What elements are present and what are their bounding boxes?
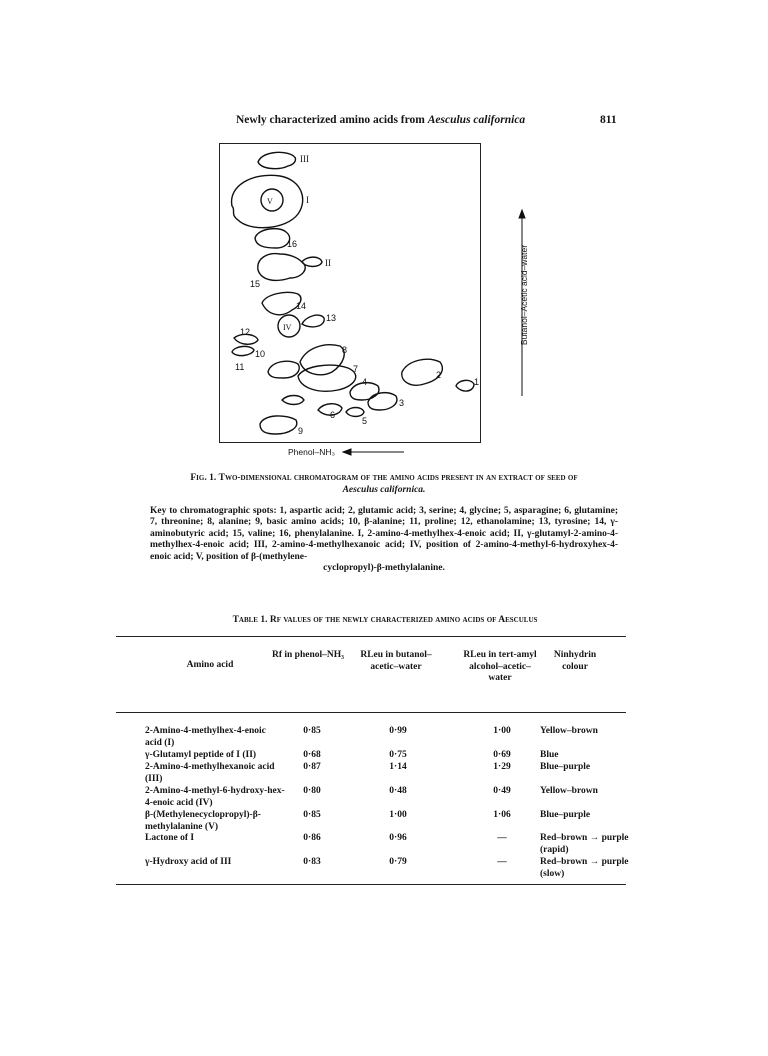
table-cell-colour: Blue (540, 750, 559, 760)
figure-key (150, 506, 618, 574)
spot-9 (260, 416, 297, 434)
table-cell-name: β-(Methylenecyclopropyl)-β-methylalanine (V) (145, 810, 261, 832)
table-cell-rbut: 0·99 (389, 726, 407, 736)
spot-label: 3 (399, 398, 405, 408)
spot-label: 8 (342, 345, 348, 355)
header-rf-phenol: Rf in phenol–NH₃ (271, 650, 344, 660)
table-cell-rtert: 0·69 (493, 750, 511, 760)
spot-label: 11 (235, 362, 245, 372)
table-header-rule (116, 712, 626, 713)
figure-species: Aesculus californica. (342, 485, 426, 495)
spot-III (258, 152, 295, 168)
spot-label: 4 (362, 377, 368, 387)
table-cell-rf: 0·87 (303, 762, 321, 772)
table-cell-rtert: 1·29 (493, 762, 511, 772)
table-cell-rtert: 1·06 (493, 810, 511, 820)
figure-key-last-line: cyclopropyl)-β-methylalanine. (323, 563, 445, 574)
table-cell-rtert: — (497, 857, 507, 867)
table-cell-rf: 0·68 (303, 750, 321, 760)
spot-label: V (267, 197, 273, 206)
table-cell-name: 2-Amino-4-methyl-6-hydroxy-hex-4-enoic acid (IV) (145, 786, 285, 808)
spot-16 (255, 229, 290, 248)
header-rleu-tert: RLeu in tert-amyl alcohol–acetic–water (463, 650, 537, 683)
spot-label: II (325, 258, 331, 268)
spot-label: 5 (362, 416, 368, 426)
table-cell-rf: 0·85 (303, 810, 321, 820)
spot-label: IV (283, 323, 292, 332)
table-cell-rtert: — (497, 833, 507, 843)
table-cell-rbut: 1·14 (389, 762, 407, 772)
right-axis (516, 198, 530, 398)
table-cell-name: γ-Hydroxy acid of III (145, 857, 232, 867)
table-cell-rbut: 1·00 (389, 810, 407, 820)
table-cell-colour: Blue–purple (540, 810, 591, 820)
spot-label: 9 (298, 426, 304, 436)
spot-label: 1 (474, 377, 480, 387)
spot-label: 2 (436, 370, 442, 380)
spot-3 (368, 393, 397, 410)
table-bottom-rule (116, 884, 626, 885)
figure-label: Fig. 1. (190, 473, 217, 483)
table-cell-rf: 0·80 (303, 786, 321, 796)
header-amino-acid: Amino acid (186, 660, 234, 670)
table-cell-rf: 0·86 (303, 833, 321, 843)
spot-label: I (306, 195, 309, 205)
table-cell-colour: Blue–purple (540, 762, 591, 772)
table-cell-rtert: 1·00 (493, 726, 511, 736)
spot-15 (258, 254, 305, 281)
table-cell-rbut: 0·48 (389, 786, 407, 796)
horizontal-axis-arrowhead (343, 449, 351, 455)
table-cell-name: Lactone of I (145, 833, 195, 843)
spot-10 (268, 361, 299, 378)
table-cell-rbut: 0·79 (389, 857, 407, 867)
page-number: 811 (600, 114, 617, 126)
spot-1 (456, 380, 474, 391)
table-cell-name: 2-Amino-4-methylhex-4-enoic acid (I) (145, 726, 266, 748)
spot-label: 10 (255, 349, 266, 359)
table-cell-colour: Red–brown → purple (slow) (540, 857, 629, 879)
spot-11 (232, 346, 254, 355)
spot-II (302, 257, 322, 266)
table-cell-colour: Yellow–brown (540, 726, 598, 736)
spot-label: 16 (287, 239, 298, 249)
table-cell-rbut: 0·96 (389, 833, 407, 843)
table-top-rule (116, 636, 626, 637)
table-cell-rf: 0·85 (303, 726, 321, 736)
spot-label: 7 (353, 364, 359, 374)
spot-label: 14 (296, 301, 307, 311)
spot-13 (302, 315, 324, 327)
spot-label: 13 (326, 313, 337, 323)
header-rleu-butanol: RLeu in butanol–acetic–water (360, 650, 432, 672)
table-cell-colour: Yellow–brown (540, 786, 598, 796)
right-axis-label: Butanol–Acetic acid–water (519, 244, 529, 346)
table-cell-colour: Red–brown → purple (rapid) (540, 833, 629, 855)
spot-label: 15 (250, 279, 261, 289)
table-cell-name: 2-Amino-4-methylhexanoic acid (III) (145, 762, 275, 784)
table-cell-rtert: 0·49 (493, 786, 511, 796)
table-cell-rf: 0·83 (303, 857, 321, 867)
spot-label: III (300, 154, 309, 164)
spot-8 (300, 345, 344, 375)
figure-key-body: Key to chromatographic spots: 1, aspartic acid; 2, glutamic acid; 3, serine; 4, glycine; 5, asparagine; 6, glutamine; 7, threonine; 8, alanine; 9, basic amino acids; 10, β-alanine; 11, proline; 12, ethanolamine; 13, tyrosine; 14, γ-aminobutyric acid; 15, valine; 16, phenylalanine. I, 2-amino-4-methylhex-4-enoic acid; II, γ-glutamyl-2-amino-4-methylhex-4-enoic acid; III, 2-amino-4-methylhexanoic acid; IV, position of 2-amino-4-methyl-6-hydroxyhex-4-enoic acid; V, position of β-(methylene- (150, 506, 618, 562)
figure-caption (150, 472, 618, 496)
spot-label: 12 (240, 327, 251, 337)
spot-7 (298, 364, 359, 391)
spot-unlabelled (282, 396, 304, 405)
running-head-species: Aesculus californica (427, 114, 526, 126)
header-ninhydrin: Ninhydrin colour (553, 650, 597, 672)
chromatogram-figure (0, 0, 768, 470)
running-head-text: Newly characterized amino acids from (236, 114, 428, 126)
table-title: Table 1. Rf values of the newly characterized amino acids of Aesculus (232, 615, 538, 625)
figure-title: Two-dimensional chromatogram of the amino acids present in an extract of seed of (218, 473, 578, 483)
spot-label: 6 (330, 410, 336, 420)
table-cell-name: γ-Glutamyl peptide of I (II) (145, 750, 257, 760)
table-cell-rbut: 0·75 (389, 750, 407, 760)
bottom-axis-label: Phenol–NH₃ (288, 447, 335, 457)
